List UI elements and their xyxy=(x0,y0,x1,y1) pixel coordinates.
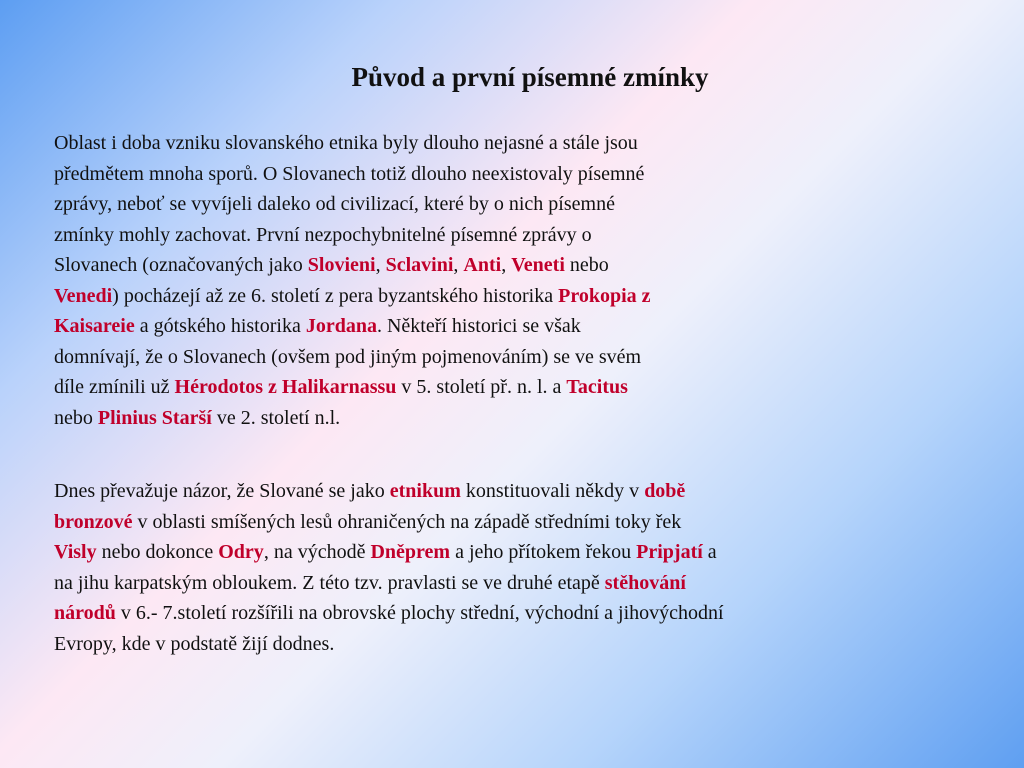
term-bronzova: bronzové xyxy=(54,510,133,533)
text: Evropy, kde v podstatě žijí dodnes. xyxy=(54,632,335,655)
text: a xyxy=(702,541,717,563)
text: zprávy, neboť se vyvíjeli daleko od civilizací, které by o nich písemné xyxy=(54,193,615,215)
text-line xyxy=(54,507,724,538)
term-stehovani: stěhování xyxy=(604,571,686,594)
text-line xyxy=(54,537,724,568)
text-line xyxy=(54,250,651,281)
text-line xyxy=(54,220,651,251)
paragraph-homeland xyxy=(54,476,724,659)
text: konstituovali někdy v xyxy=(460,480,645,502)
text-line xyxy=(54,598,724,629)
text: ) pocházejí až ze 6. století z pera byzantského historika xyxy=(112,284,559,307)
text: ve 2. století n.l. xyxy=(211,406,341,429)
text: , xyxy=(375,254,386,276)
text: předmětem mnoha sporů. O Slovanech totiž dlouho neexistovaly písemné xyxy=(54,162,645,185)
text: nebo xyxy=(564,254,609,276)
term-odra: Odry xyxy=(218,541,264,563)
text-line xyxy=(54,568,724,599)
text: Dnes převažuje názor, že Slované se jako xyxy=(54,480,390,502)
text: v 6.- 7.století rozšířili na obrovské plochy střední, východní a jihovýchodní xyxy=(115,602,724,624)
text: v oblasti smíšených lesů ohraničených na západě středními toky řek xyxy=(132,510,682,533)
text-line xyxy=(54,128,651,159)
term-anti: Anti xyxy=(463,254,502,276)
term-plinius: Plinius Starší xyxy=(97,406,212,429)
term-venedi: Venedi xyxy=(54,284,113,307)
text-line xyxy=(54,476,724,507)
page-title: Původ a první písemné zmínky xyxy=(351,62,709,92)
text: nebo xyxy=(54,406,98,429)
term-dnepr: Dněprem xyxy=(370,541,451,563)
text: díle zmínili už xyxy=(54,376,175,398)
text: , xyxy=(501,254,512,276)
text-line xyxy=(54,403,651,434)
text: nebo dokonce xyxy=(96,541,219,563)
text: na jihu karpatským obloukem. Z této tzv. pravlasti se ve druhé etapě xyxy=(54,571,605,594)
term-veneti: Veneti xyxy=(511,254,565,276)
term-tacitus: Tacitus xyxy=(566,376,628,398)
text-line xyxy=(54,372,651,403)
term-kaisareia: Kaisareie xyxy=(54,315,135,337)
text: . Někteří historici se však xyxy=(376,315,581,337)
text: , xyxy=(453,254,464,276)
text: Slovanech (označovaných jako xyxy=(54,254,308,276)
text: , na východě xyxy=(263,541,371,563)
text: Oblast i doba vzniku slovanského etnika byly dlouho nejasné a stále jsou xyxy=(54,132,638,154)
text-line xyxy=(54,281,651,312)
term-slovieni: Slovieni xyxy=(307,254,376,276)
text: a jeho přítokem řekou xyxy=(450,541,637,563)
term-pripjat: Pripjatí xyxy=(636,541,703,563)
term-narodu: národů xyxy=(54,602,116,624)
text-line xyxy=(54,189,651,220)
term-sclavini: Sclavini xyxy=(385,254,454,276)
term-prokopios: Prokopia z xyxy=(558,284,651,307)
text-line xyxy=(54,159,651,190)
text: zmínky mohly zachovat. První nezpochybnitelné písemné zprávy o xyxy=(54,223,592,246)
text-line xyxy=(54,311,651,342)
term-etnikum: etnikum xyxy=(389,480,461,502)
paragraph-origins xyxy=(54,128,651,433)
term-jordanes: Jordana xyxy=(305,315,377,337)
text-line xyxy=(54,342,651,373)
text: a gótského historika xyxy=(134,315,306,337)
term-visla: Visly xyxy=(54,541,97,563)
text: domnívají, že o Slovanech (ovšem pod jiným pojmenováním) se ve svém xyxy=(54,345,642,368)
text: v 5. století př. n. l. a xyxy=(396,376,567,398)
term-doba: době xyxy=(644,480,686,502)
text-line xyxy=(54,629,724,660)
term-herodotos: Hérodotos z Halikarnassu xyxy=(174,376,397,398)
